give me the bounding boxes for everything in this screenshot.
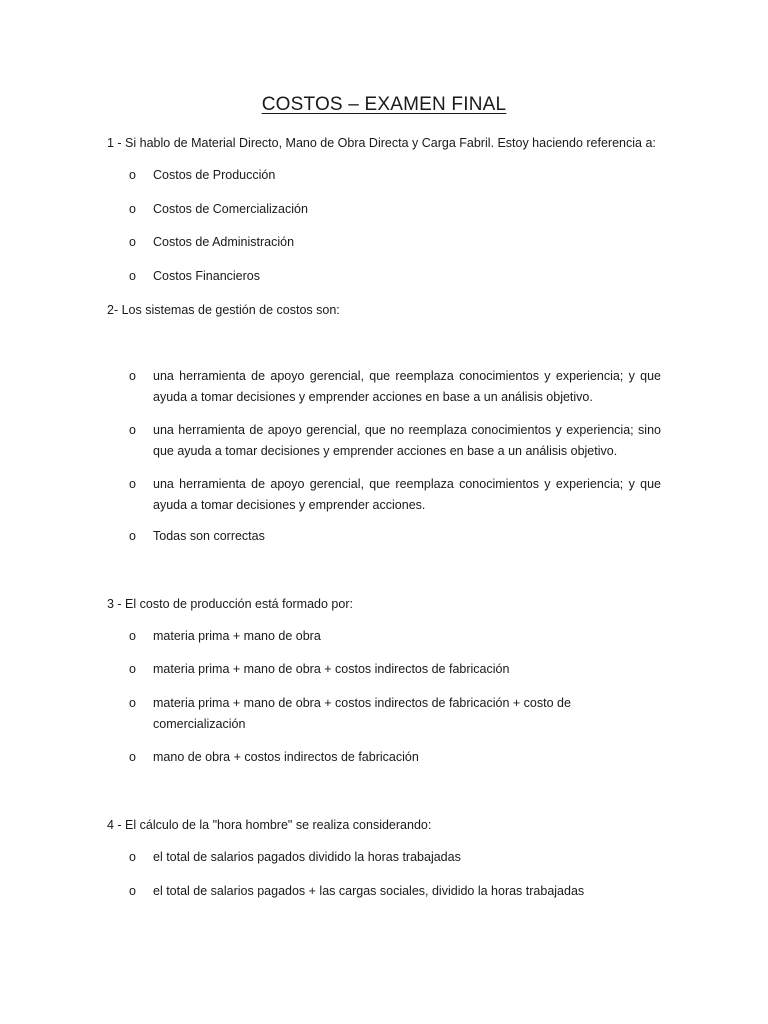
option-text: materia prima + mano de obra — [153, 629, 321, 643]
bullet-marker: o — [129, 235, 136, 249]
option-text: Costos de Administración — [153, 235, 295, 249]
option-text: una herramienta de apoyo gerencial, que reemplaza conocimientos y experiencia; y que ayuda a tomar decisiones y emprender acciones. — [153, 477, 661, 512]
question-1: 1 - Si hablo de Material Directo, Mano de Obra Directa y Carga Fabril. Estoy haciendo referencia a: — [107, 136, 656, 150]
bullet-marker: o — [129, 202, 136, 216]
option-text: Todas son correctas — [153, 529, 265, 543]
bullet-marker: o — [129, 423, 136, 437]
question-2: 2- Los sistemas de gestión de costos son: — [107, 303, 340, 317]
question-3: 3 - El costo de producción está formado por: — [107, 597, 353, 611]
bullet-marker: o — [129, 369, 136, 383]
option-text: una herramienta de apoyo gerencial, que no reemplaza conocimientos y experiencia; sino que ayuda a tomar decisiones y emprender acciones en base a un análisis objetivo. — [153, 423, 661, 458]
bullet-marker: o — [129, 529, 136, 543]
option-text: una herramienta de apoyo gerencial, que reemplaza conocimientos y experiencia; y que ayuda a tomar decisiones y emprender acciones en base a un análisis objetivo. — [153, 369, 661, 404]
bullet-marker: o — [129, 750, 136, 764]
bullet-marker: o — [129, 696, 136, 710]
page-title: COSTOS – EXAMEN FINAL — [261, 94, 507, 115]
option-text: materia prima + mano de obra + costos indirectos de fabricación — [153, 662, 510, 676]
option-text: materia prima + mano de obra + costos indirectos de fabricación + costo de comercialización — [153, 696, 571, 731]
option-text: Costos de Comercialización — [153, 202, 308, 216]
bullet-marker: o — [129, 477, 136, 491]
bullet-marker: o — [129, 850, 136, 864]
option-text: el total de salarios pagados + las cargas sociales, dividido la horas trabajadas — [153, 884, 585, 898]
option-text: el total de salarios pagados dividido la horas trabajadas — [153, 850, 461, 864]
bullet-marker: o — [129, 884, 136, 898]
bullet-marker: o — [129, 168, 136, 182]
bullet-marker: o — [129, 629, 136, 643]
bullet-marker: o — [129, 662, 136, 676]
question-4: 4 - El cálculo de la "hora hombre" se realiza considerando: — [107, 818, 432, 832]
option-text: mano de obra + costos indirectos de fabricación — [153, 750, 419, 764]
option-text: Costos Financieros — [153, 269, 260, 283]
option-text: Costos de Producción — [153, 168, 276, 182]
bullet-marker: o — [129, 269, 136, 283]
